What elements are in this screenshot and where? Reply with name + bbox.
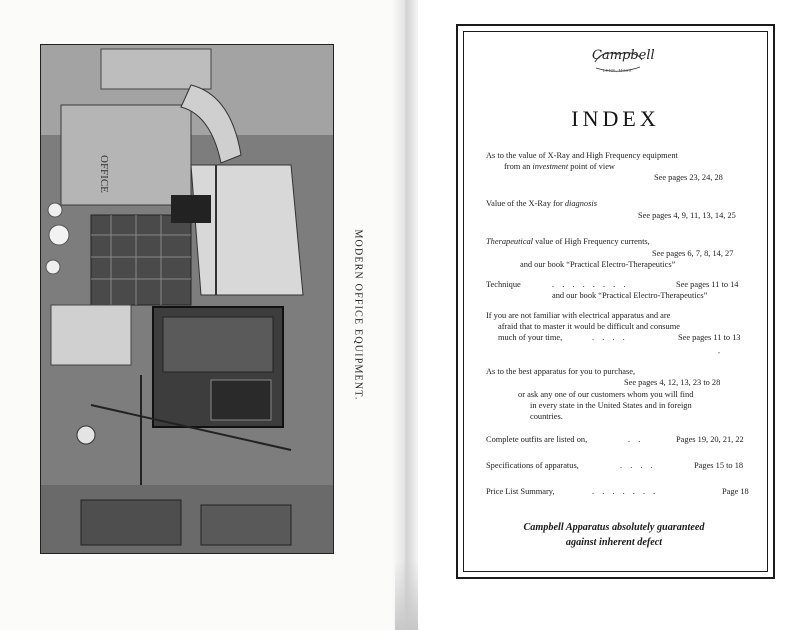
- index-entry: Value of the X-Ray for diagnosis: [486, 199, 597, 208]
- entry-leader-dots: . .: [628, 435, 644, 444]
- entry-page-ref: See pages 4, 9, 11, 13, 14, 25: [638, 211, 736, 220]
- entry-extra-text: [518, 389, 693, 422]
- photo-table: [191, 165, 303, 295]
- photo-lower-cabinet: [81, 500, 181, 545]
- entry-line: countries.: [530, 412, 563, 421]
- guarantee-line: Campbell Apparatus absolutely guaranteed: [523, 522, 705, 533]
- photo-door: [61, 105, 191, 205]
- index-entry-label: Complete outfits are listed on,: [486, 435, 588, 444]
- entry-also-ref: and our book “Practical Electro-Therapeutics”: [520, 260, 676, 269]
- entry-page-ref: See pages 11 to 13: [678, 333, 741, 342]
- entry-line: in every state in the United States and in foreign: [530, 401, 692, 410]
- entry-line: afraid that to master it would be difficult and consume: [498, 322, 680, 331]
- guarantee-line: against inherent defect: [565, 537, 663, 548]
- entry-leader-dots: . . . .: [592, 333, 628, 342]
- office-photo-illustration: [41, 45, 333, 553]
- photo-window: [51, 305, 131, 365]
- photo-light-globe: [48, 203, 62, 217]
- entry-italic-word: investment: [532, 162, 569, 171]
- index-entry-label: Technique: [486, 280, 521, 289]
- photo-cabinet-top: [101, 49, 211, 89]
- entry-italic-word: diagnosis: [564, 199, 597, 208]
- entry-leader-dots: . . . .: [620, 461, 656, 470]
- photo-light-globe: [49, 225, 69, 245]
- entry-page-ref: Pages 15 to 18: [694, 461, 744, 470]
- entry-line: or ask any one of our customers whom you will find: [518, 390, 694, 399]
- page-title: INDEX: [571, 106, 660, 131]
- entry-line: As to the value of X-Ray and High Frequency equipment: [486, 151, 678, 160]
- entry-italic-word: Therapeutical: [486, 237, 533, 246]
- photo-bookcase: [91, 215, 191, 305]
- index-entry: [486, 150, 678, 172]
- entry-line-rich: from an investment point of view: [504, 162, 615, 171]
- photo-light-globe: [46, 260, 60, 274]
- entry-leader-dots: . . . . . . . .: [552, 280, 629, 289]
- logo-subtext: LYNN, MASS.: [602, 68, 634, 73]
- entry-leader-dots: . . . . . . .: [592, 487, 659, 496]
- index-entry-label: Price List Summary,: [486, 487, 555, 496]
- entry-also-ref: and our book “Practical Electro-Therapeutics”: [552, 291, 708, 300]
- photo-cabinet-window: [211, 380, 271, 420]
- entry-page-ref: See pages 11 to 14: [676, 280, 739, 289]
- entry-page-ref: See pages 4, 12, 13, 23 to 28: [624, 378, 721, 387]
- index-entry: Therapeutical value of High Frequency currents,: [486, 237, 650, 246]
- index-entry-label: As to the best apparatus for you to purchase,: [486, 367, 636, 376]
- entry-line: If you are not familiar with electrical apparatus and are: [486, 311, 671, 320]
- photo-tube-stand: [171, 195, 211, 223]
- guarantee-statement: [470, 520, 758, 550]
- photo-lower-cabinet: [201, 505, 291, 545]
- entry-page-ref: Page 18: [722, 487, 749, 496]
- entry-page-ref: See pages 6, 7, 8, 14, 27: [652, 249, 734, 258]
- print-speck: '': [718, 352, 721, 358]
- index-entry-label: Specifications of apparatus,: [486, 461, 579, 470]
- photo-caption: MODERN OFFICE EQUIPMENT.: [352, 229, 364, 401]
- photo-office-sign: OFFICE: [98, 155, 110, 193]
- office-equipment-photo: [40, 44, 334, 554]
- entry-line: much of your time,: [498, 333, 563, 342]
- book-gutter: [392, 0, 418, 630]
- index-entry: [486, 310, 680, 343]
- photo-cabinet-panel: [163, 317, 273, 372]
- entry-page-ref: See pages 23, 24, 28: [654, 173, 723, 182]
- logo-script-text: Campbell: [592, 48, 655, 63]
- campbell-logo: [592, 48, 655, 78]
- photo-electrode-bulb: [77, 426, 95, 444]
- entry-page-ref: Pages 19, 20, 21, 22: [676, 435, 744, 444]
